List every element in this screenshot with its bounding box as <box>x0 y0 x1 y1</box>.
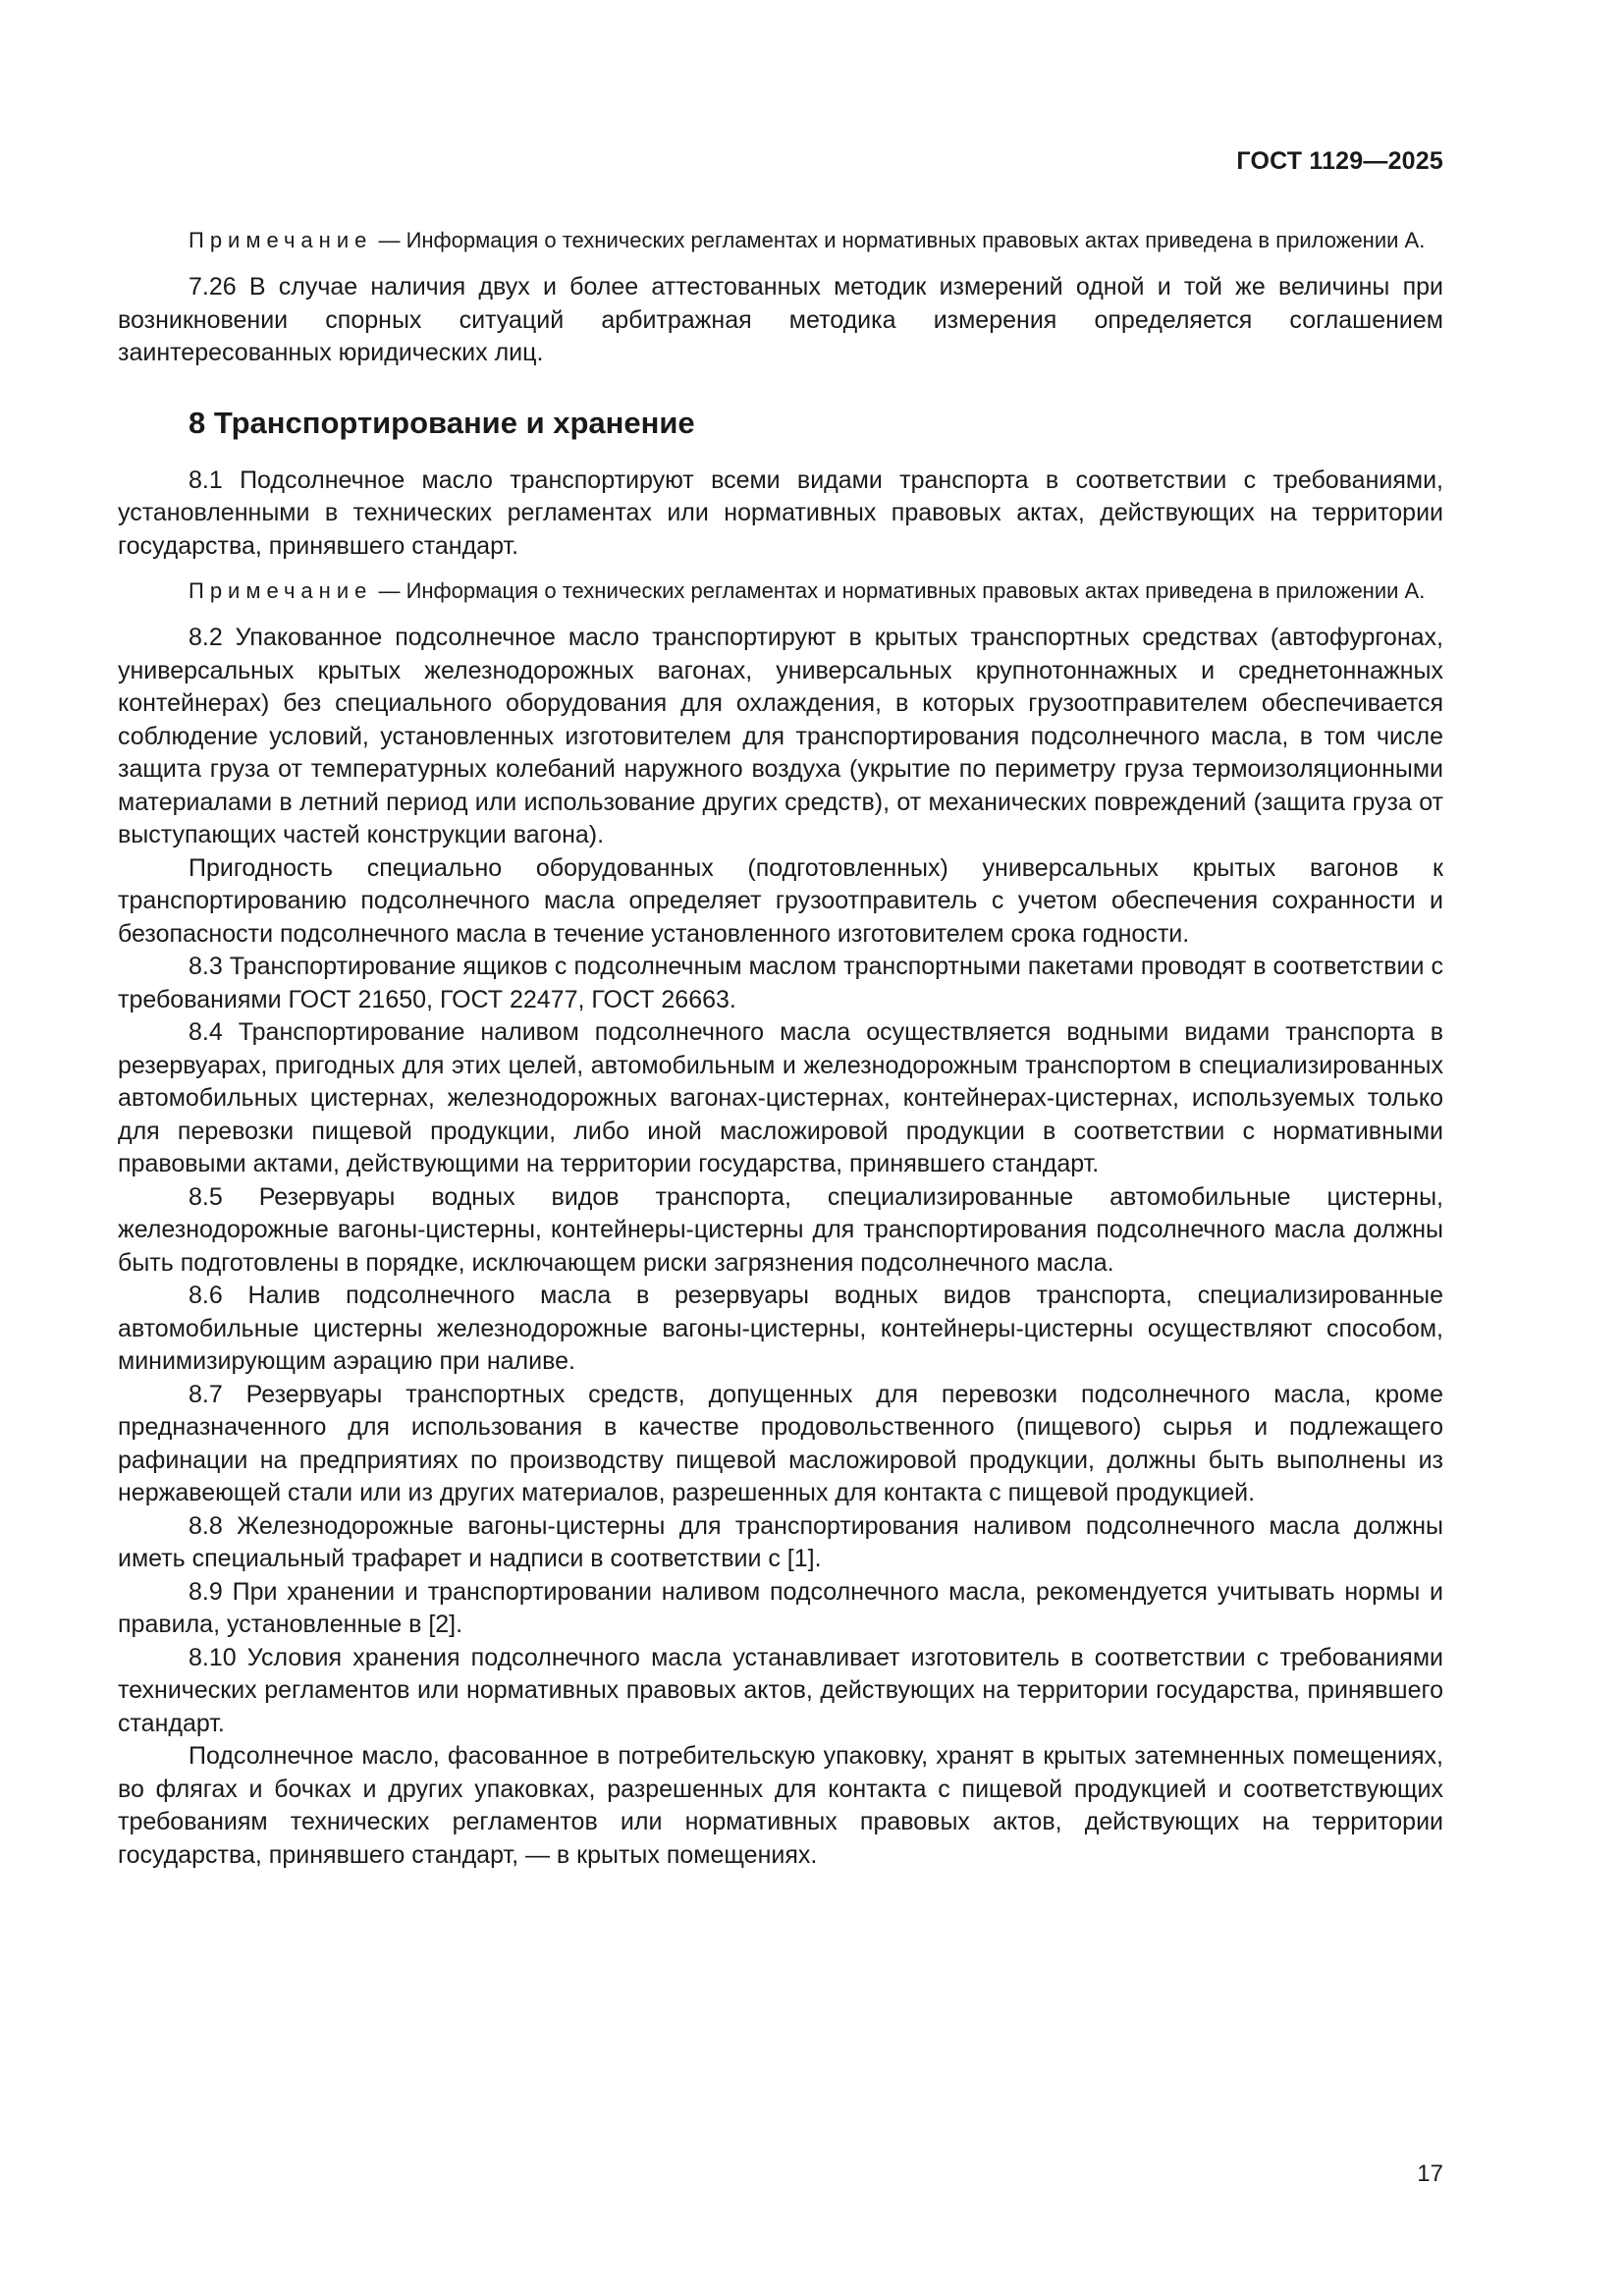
section-heading: 8 Транспортирование и хранение <box>189 405 695 440</box>
paragraph-8-2-continued: Пригодность специально оборудованных (подготовленных) универсальных крытых вагонов к транспортированию подсолнечного масла определяет грузоотправитель с учетом обеспечения сохранности и безопасности подсолнечного масла в течение установленного изготовителем срока годности. <box>118 853 1443 948</box>
note <box>118 576 1443 606</box>
paragraph-8-8: 8.8 Железнодорожные вагоны-цистерны для транспортирования наливом подсолнечного масла должны иметь специальный трафарет и надписи в соответствии с [1]. <box>118 1511 1443 1572</box>
paragraph-8-6: 8.6 Налив подсолнечного масла в резервуары водных видов транспорта, специализированные автомобильные цистерны железнодорожные вагоны-цистерны, контейнеры-цистерны осуществляют способом, минимизирующим аэрацию при наливе. <box>118 1282 1443 1375</box>
note-text: — Информация о технических регламентах и нормативных правовых актах приведена в приложении А. <box>372 228 1426 252</box>
paragraph-8-3: 8.3 Транспортирование ящиков с подсолнечным маслом транспортными пакетами проводят в соответствии с требованиями ГОСТ 21650, ГОСТ 22477, ГОСТ 26663. <box>118 953 1443 1013</box>
note-label: Примечание <box>189 578 373 603</box>
paragraph-8-5: 8.5 Резервуары водных видов транспорта, специализированные автомобильные цистерны, железнодорожные вагоны-цистерны, контейнеры-цистерны для транспортирования подсолнечного масла должны быть подготовлены в порядке, исключающем риски загрязнения подсолнечного масла. <box>118 1182 1443 1277</box>
paragraph-8-10-continued: Подсолнечное масло, фасованное в потребительскую упаковку, хранят в крытых затемненных помещениях, во флягах и бочках и других упаковках, разрешенных для контакта с пищевой продукцией и соответствующих требованиям технических регламентов или нормативных правовых актов, действующих на территории государства, принявшего стандарт, — в крытых помещениях. <box>118 1742 1443 1869</box>
paragraph-8-10: 8.10 Условия хранения подсолнечного масла устанавливает изготовитель в соответствии с требованиями технических регламентов или нормативных правовых актов, действующих на территории государства, принявшего стандарт. <box>118 1643 1443 1737</box>
paragraph-8-2: 8.2 Упакованное подсолнечное масло транспортируют в крытых транспортных средствах (автофургонах, универсальных крытых железнодорожных вагонах, универсальных крупнотоннажных и среднетоннажных контейнерах) без специального оборудования для охлаждения, в которых грузоотправителем обеспечивается соблюдение условий, установленных изготовителем для транспортирования подсолнечного масла, в том числе защита груза от температурных колебаний наружного воздуха (укрытие по периметру груза термоизоляционными материалами в летний период или использование других средств), от механических повреждений (защита груза от выступающих частей конструкции вагона). <box>118 624 1443 848</box>
page-number: 17 <box>1417 2160 1443 2187</box>
paragraph-8-1: 8.1 Подсолнечное масло транспортируют всеми видами транспорта в соответствии с требованиями, установленными в технических регламентах или нормативных правовых актах, действующих на территории государства, принявшего стандарт. <box>118 465 1443 560</box>
paragraph-8-9: 8.9 При хранении и транспортировании наливом подсолнечного масла, рекомендуется учитывать нормы и правила, установленные в [2]. <box>118 1577 1443 1638</box>
document-body <box>118 222 1443 1872</box>
paragraph-8-7: 8.7 Резервуары транспортных средств, допущенных для перевозки подсолнечного масла, кроме предназначенного для использования в качестве продовольственного (пищевого) сырья и подлежащего рафинации на предприятиях по производству пищевой масложировой продукции, должны быть выполнены из нержавеющей стали или из других материалов, разрешенных для контакта с пищевой продукцией. <box>118 1380 1443 1506</box>
note-label: Примечание <box>189 228 373 252</box>
document-code: ГОСТ 1129—2025 <box>1236 147 1443 175</box>
note <box>118 226 1443 255</box>
paragraph-8-4: 8.4 Транспортирование наливом подсолнечного масла осуществляется водными видами транспорта в резервуарах, пригодных для этих целей, автомобильным и железнодорожным транспортом в специализированных автомобильных цистернах, железнодорожных вагонах-цистернах, контейнерах-цистернах, используемых только для перевозки пищевой продукции, либо иной масложировой продукции в соответствии с нормативными правовыми актами, действующими на территории государства, принявшего стандарт. <box>118 1018 1443 1177</box>
paragraph-7-26: 7.26 В случае наличия двух и более аттестованных методик измерений одной и той же величины при возникновении спорных ситуаций арбитражная методика измерения определяется соглашением заинтересованных юридических лиц. <box>118 273 1443 366</box>
note-text: — Информация о технических регламентах и нормативных правовых актах приведена в приложении А. <box>372 578 1426 603</box>
